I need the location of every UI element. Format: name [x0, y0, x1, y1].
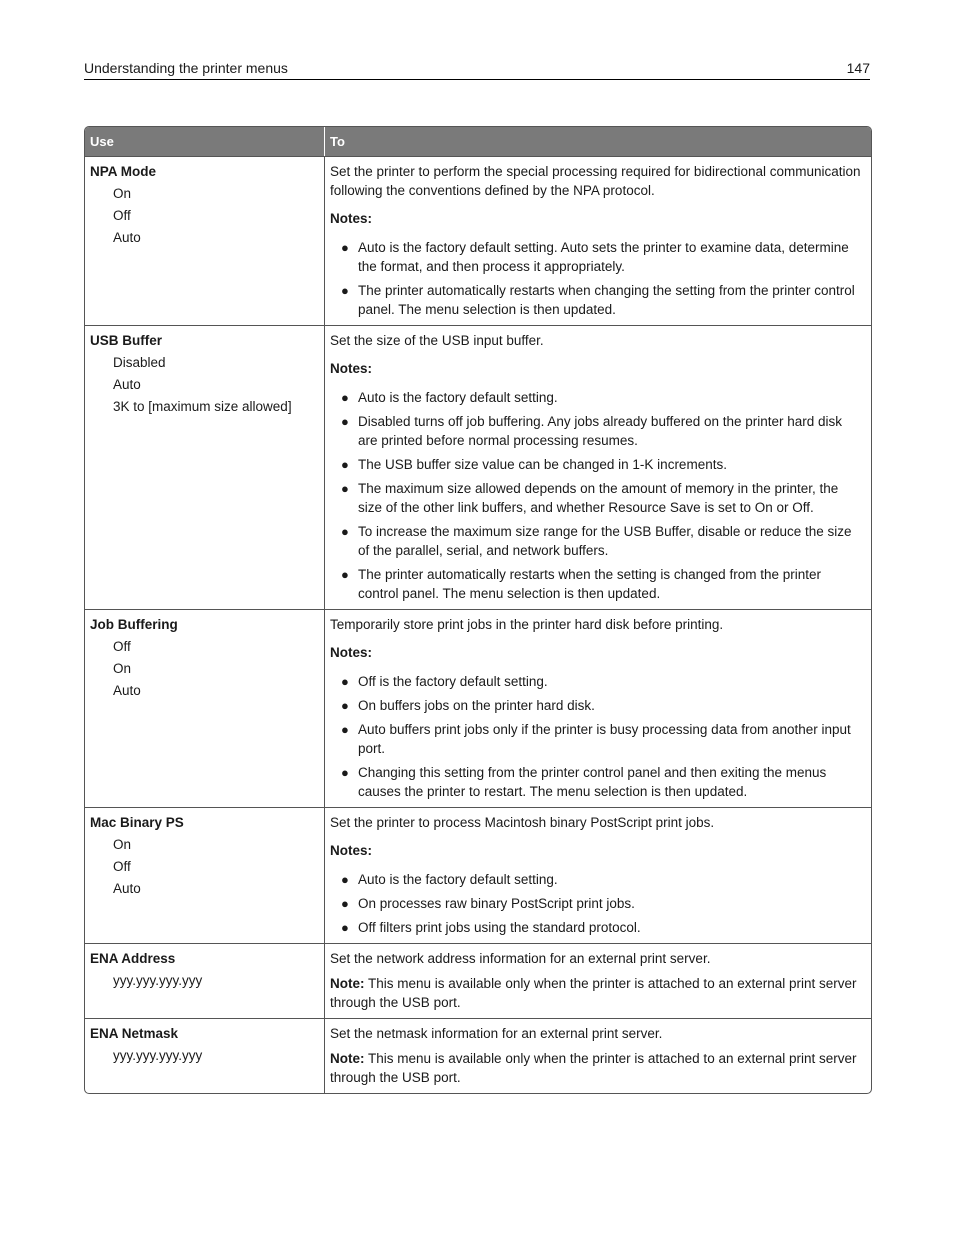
use-cell: [85, 808, 325, 943]
notes-label: Notes:: [330, 361, 373, 376]
table-row-npa-mode: [85, 157, 871, 326]
menu-option: On: [113, 661, 132, 676]
menu-option: Auto: [113, 230, 141, 245]
table-row-ena-address: [85, 944, 871, 1019]
menu-option: On: [113, 837, 132, 852]
bullet-icon: ●: [341, 765, 349, 780]
bullet-icon: ●: [341, 390, 349, 405]
note-item: ● Off is the factory default setting.: [341, 674, 548, 689]
bullet-icon: ●: [341, 920, 349, 935]
page-number: 147: [846, 60, 870, 76]
bullet-icon: ●: [341, 414, 349, 429]
menu-item-name: USB Buffer: [90, 333, 163, 348]
notes-label: Notes:: [330, 843, 373, 858]
bullet-icon: ●: [341, 457, 349, 472]
use-cell: [85, 1019, 325, 1093]
note-item: ● Auto buffers print jobs only if the printer is busy processing data from another input port.: [341, 722, 851, 756]
menu-option: Off: [113, 639, 131, 654]
note-item: ● Changing this setting from the printer control panel and then exiting the menus causes the printer to restart. The menu selection is then updated.: [341, 765, 827, 799]
menu-item-name: ENA Netmask: [90, 1026, 179, 1041]
note-text: This menu is available only when the printer is attached to an external print server through the USB port.: [330, 1051, 857, 1085]
use-cell: [85, 157, 325, 325]
menu-option: Auto: [113, 881, 141, 896]
note-item: ● On buffers jobs on the printer hard disk.: [341, 698, 595, 713]
menu-item-name: Job Buffering: [90, 617, 178, 632]
menu-description: Set the network address information for an external print server.: [330, 951, 711, 966]
menu-item-name: NPA Mode: [90, 164, 156, 179]
menu-option: Disabled: [113, 355, 166, 370]
bullet-icon: ●: [341, 674, 349, 689]
bullet-icon: ●: [341, 698, 349, 713]
note-item: ● Disabled turns off job buffering. Any jobs already buffered on the printer hard disk are printed before normal processing resumes.: [341, 414, 843, 448]
menu-description: Set the size of the USB input buffer.: [330, 333, 544, 348]
to-cell: [325, 944, 871, 1018]
bullet-icon: ●: [341, 240, 349, 255]
notes-list: [330, 672, 865, 801]
menu-option: Off: [113, 208, 131, 223]
note-text: This menu is available only when the printer is attached to an external print server through the USB port.: [330, 976, 857, 1010]
menu-option: Off: [113, 859, 131, 874]
to-cell: [325, 326, 871, 609]
table-row-mac-binary-ps: [85, 808, 871, 944]
table-header: [85, 127, 871, 157]
use-cell: [85, 610, 325, 807]
bullet-icon: ●: [341, 872, 349, 887]
bullet-icon: ●: [341, 567, 349, 582]
menu-description: Set the netmask information for an external print server.: [330, 1026, 663, 1041]
bullet-icon: ●: [341, 481, 349, 496]
table-row-job-buffering: [85, 610, 871, 808]
to-cell: [325, 1019, 871, 1093]
note-item: ● Auto is the factory default setting. Auto sets the printer to examine data, determine the format, and then process it appropriately.: [341, 240, 849, 274]
note-item: ● The USB buffer size value can be changed in 1-K increments.: [341, 457, 727, 472]
menu-settings-table: [84, 126, 872, 1094]
menu-item-name: ENA Address: [90, 951, 176, 966]
to-cell: [325, 808, 871, 943]
menu-option: yyy.yyy.yyy.yyy: [113, 973, 203, 988]
bullet-icon: ●: [341, 283, 349, 298]
bullet-icon: ●: [341, 524, 349, 539]
note-item: ● Off filters print jobs using the standard protocol.: [341, 920, 641, 935]
menu-description: Set the printer to perform the special processing required for bidirectional communication following the conventions defined by the NPA protocol.: [330, 164, 861, 198]
menu-description: Temporarily store print jobs in the printer hard disk before printing.: [330, 617, 724, 632]
menu-option: 3K to [maximum size allowed]: [113, 399, 292, 414]
to-cell: [325, 610, 871, 807]
table-row-ena-netmask: [85, 1019, 871, 1093]
bullet-icon: ●: [341, 896, 349, 911]
column-header-use: Use: [85, 127, 325, 156]
menu-option: Auto: [113, 377, 141, 392]
use-cell: [85, 944, 325, 1018]
notes-label: Notes:: [330, 211, 373, 226]
bullet-icon: ●: [341, 722, 349, 737]
table-row-usb-buffer: [85, 326, 871, 610]
note-item: ● The printer automatically restarts when the setting is changed from the printer control panel. The menu selection is then updated.: [341, 567, 821, 601]
to-cell: [325, 157, 871, 325]
column-header-to: To: [330, 134, 345, 149]
note-item: ● The printer automatically restarts when changing the setting from the printer control panel. The menu selection is then updated.: [341, 283, 855, 317]
note-item: ● Auto is the factory default setting.: [341, 872, 558, 887]
page-header: [84, 60, 870, 80]
notes-list: [330, 870, 865, 937]
use-cell: [85, 326, 325, 609]
menu-description: Set the printer to process Macintosh binary PostScript print jobs.: [330, 815, 715, 830]
note-item: ● The maximum size allowed depends on the amount of memory in the printer, the size of the other link buffers, and whether Resource Save is set to On or Off.: [341, 481, 839, 515]
note-label: Note:: [330, 976, 365, 991]
note-item: ● Auto is the factory default setting.: [341, 390, 558, 405]
menu-option: Auto: [113, 683, 141, 698]
note-line: [330, 1049, 865, 1087]
menu-option: On: [113, 186, 132, 201]
notes-list: [330, 238, 865, 319]
note-item: ● To increase the maximum size range for the USB Buffer, disable or reduce the size of the parallel, serial, and network buffers.: [341, 524, 852, 558]
notes-list: [330, 388, 865, 603]
note-label: Note:: [330, 1051, 365, 1066]
section-title: Understanding the printer menus: [84, 60, 288, 76]
menu-item-name: Mac Binary PS: [90, 815, 184, 830]
note-item: ● On processes raw binary PostScript print jobs.: [341, 896, 635, 911]
notes-label: Notes:: [330, 645, 373, 660]
note-line: [330, 974, 865, 1012]
menu-option: yyy.yyy.yyy.yyy: [113, 1048, 203, 1063]
